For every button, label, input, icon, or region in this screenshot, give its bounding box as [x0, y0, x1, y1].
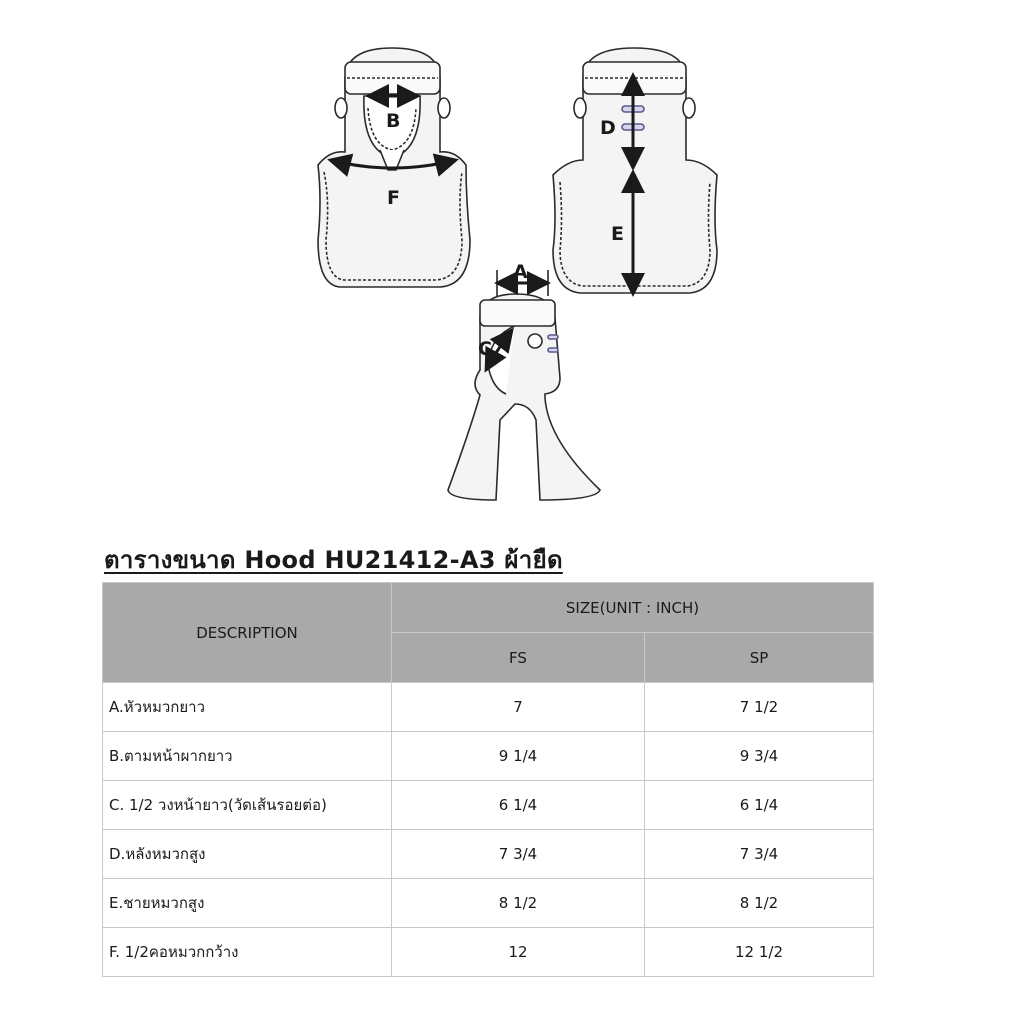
table-row — [103, 830, 874, 879]
row-fs-value: 6 1/4 — [392, 781, 645, 830]
row-sp-value: 7 1/2 — [645, 683, 874, 732]
row-fs-value: 8 1/2 — [392, 879, 645, 928]
label-a: A — [513, 261, 528, 283]
row-fs-value: 7 — [392, 683, 645, 732]
row-description: E.ชายหมวกสูง — [103, 879, 392, 928]
label-f: F — [387, 187, 400, 209]
row-fs-value: 12 — [392, 928, 645, 977]
size-chart-table — [102, 582, 874, 977]
row-sp-value: 9 3/4 — [645, 732, 874, 781]
table-row — [103, 928, 874, 977]
row-fs-value: 9 1/4 — [392, 732, 645, 781]
table-row — [103, 683, 874, 732]
label-d: D — [600, 117, 616, 139]
label-e: E — [611, 223, 624, 245]
label-b: B — [386, 110, 401, 132]
hood-back-view — [553, 48, 717, 293]
row-sp-value: 12 1/2 — [645, 928, 874, 977]
row-sp-value: 7 3/4 — [645, 830, 874, 879]
header-size-unit: SIZE(UNIT : INCH) — [392, 583, 874, 633]
row-description: A.หัวหมวกยาว — [103, 683, 392, 732]
label-c: C — [478, 338, 492, 360]
table-row — [103, 732, 874, 781]
table-row — [103, 879, 874, 928]
header-size-fs: FS — [392, 633, 645, 683]
table-row — [103, 781, 874, 830]
row-description: B.ตามหน้าผากยาว — [103, 732, 392, 781]
row-fs-value: 7 3/4 — [392, 830, 645, 879]
hood-side-view — [448, 294, 600, 500]
row-description: C. 1/2 วงหน้ายาว(วัดเส้นรอยต่อ) — [103, 781, 392, 830]
row-description: F. 1/2คอหมวกกว้าง — [103, 928, 392, 977]
header-size-sp: SP — [645, 633, 874, 683]
row-description: D.หลังหมวกสูง — [103, 830, 392, 879]
header-description: DESCRIPTION — [103, 583, 392, 683]
row-sp-value: 6 1/4 — [645, 781, 874, 830]
size-chart-title: ตารางขนาด Hood HU21412-A3 ผ้ายืด — [104, 546, 563, 574]
row-sp-value: 8 1/2 — [645, 879, 874, 928]
